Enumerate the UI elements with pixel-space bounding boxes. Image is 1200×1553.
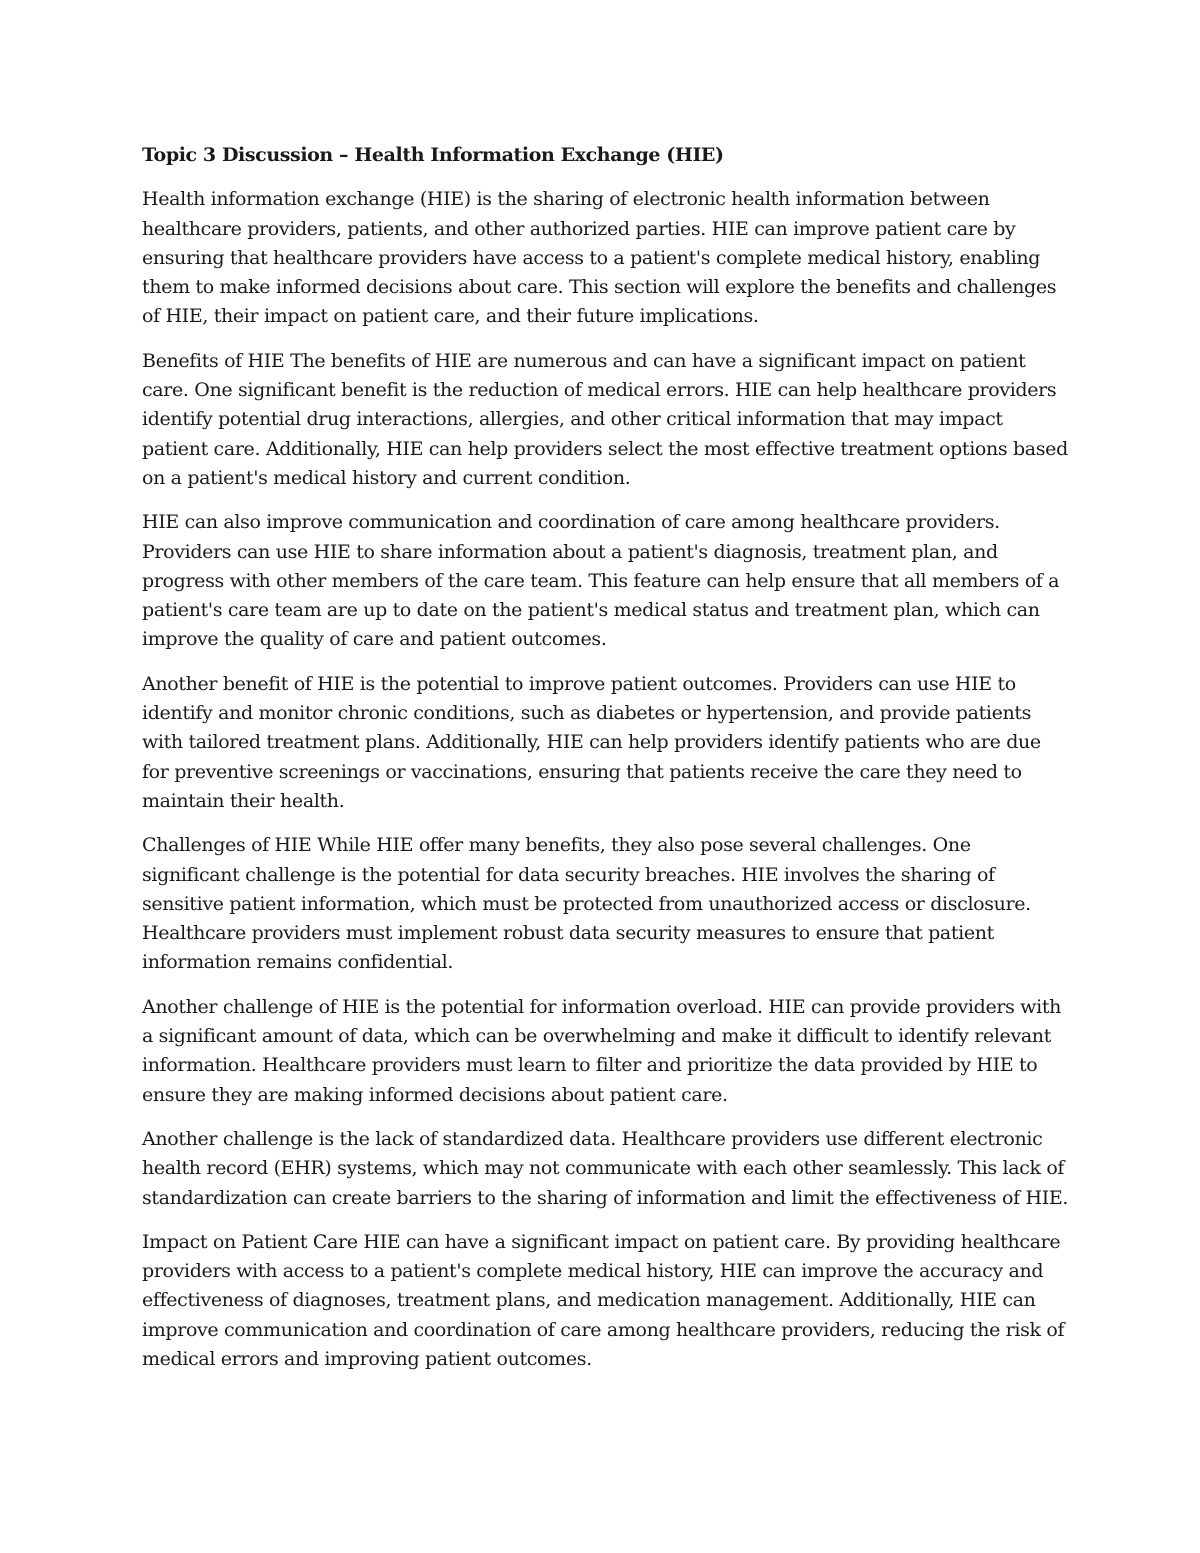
- paragraph-challenges: Challenges of HIE While HIE offer many benefits, they also pose several challenges. One significant challenge is the potential for data security breaches. HIE involves the sharing of sensitive patient information, which must be protected from unauthorized access or disclosure. Healthcare providers must implement robust data security measures to ensure that patient information remains confidential.: [142, 834, 1031, 974]
- document-body: [142, 141, 1072, 1389]
- paragraph-impact-on-patient-care: Impact on Patient Care HIE can have a significant impact on patient care. By providing healthcare providers with access to a patient's complete medical history, HIE can improve the accuracy and effectiveness of diagnoses, treatment plans, and medication management. Additionally, HIE can improve communication and coordination of care among healthcare providers, reducing the risk of medical errors and improving patient outcomes.: [142, 1230, 1065, 1370]
- paragraph-introduction: Health information exchange (HIE) is the sharing of electronic health information between healthcare providers, patients, and other authorized parties. HIE can improve patient care by ensuring that healthcare providers have access to a patient's complete medical history, enabling them to make informed decisions about care. This section will explore the benefits and challenges of HIE, their impact on patient care, and their future implications.: [142, 188, 1057, 328]
- document-title: Topic 3 Discussion – Health Information Exchange (HIE): [142, 144, 724, 166]
- paragraph-patient-outcomes: Another benefit of HIE is the potential to improve patient outcomes. Providers can use HIE to identify and monitor chronic conditions, such as diabetes or hypertension, and provide patients with tailored treatment plans. Additionally, HIE can help providers identify patients who are due for preventive screenings or vaccinations, ensuring that patients receive the care they need to maintain their health.: [142, 672, 1041, 812]
- paragraph-communication: HIE can also improve communication and coordination of care among healthcare providers. Providers can use HIE to share information about a patient's diagnosis, treatment plan, and progress with other members of the care team. This feature can help ensure that all members of a patient's care team are up to date on the patient's medical status and treatment plan, which can improve the quality of care and patient outcomes.: [142, 511, 1060, 651]
- paragraph-benefits: Benefits of HIE The benefits of HIE are numerous and can have a significant impact on patient care. One significant benefit is the reduction of medical errors. HIE can help healthcare providers identify potential drug interactions, allergies, and other critical information that may impact patient care. Additionally, HIE can help providers select the most effective treatment options based on a patient's medical history and current condition.: [142, 349, 1068, 489]
- paragraph-standardization: Another challenge is the lack of standardized data. Healthcare providers use different electronic health record (EHR) systems, which may not communicate with each other seamlessly. This lack of standardization can create barriers to the sharing of information and limit the effectiveness of HIE.: [142, 1127, 1069, 1209]
- paragraph-information-overload: Another challenge of HIE is the potential for information overload. HIE can provide providers with a significant amount of data, which can be overwhelming and make it difficult to identify relevant information. Healthcare providers must learn to filter and prioritize the data provided by HIE to ensure they are making informed decisions about patient care.: [142, 995, 1061, 1106]
